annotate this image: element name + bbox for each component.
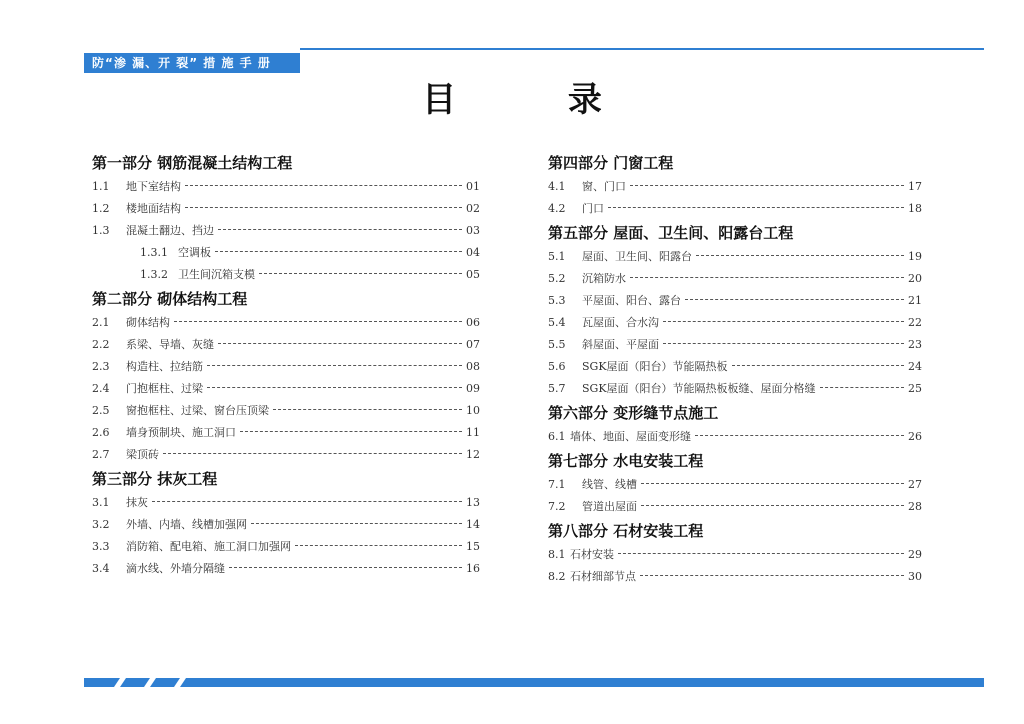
toc-leader-line: [240, 431, 462, 432]
toc-entry[interactable]: [92, 198, 480, 220]
toc-entry-page: 08: [466, 360, 480, 373]
toc-entry[interactable]: [92, 356, 480, 378]
toc-entry[interactable]: [548, 290, 922, 312]
toc-entry-page: 26: [908, 430, 922, 443]
toc-part-heading: 第五部分 屋面、卫生间、阳露台工程: [548, 224, 794, 242]
toc-entry-number: 8.1: [548, 548, 566, 561]
toc-entry-page: 03: [466, 224, 480, 237]
toc-entry-page: 18: [908, 202, 922, 215]
toc-entry-title: 窗、门口: [582, 180, 626, 193]
footer-stripe: [84, 678, 984, 687]
toc-entry-number: 3.2: [92, 518, 110, 531]
toc-leader-line: [685, 299, 904, 300]
toc-entry-title: 系梁、导墙、灰缝: [126, 338, 214, 351]
toc-entry-title: 楼地面结构: [126, 202, 181, 215]
toc-entry-title: 平屋面、阳台、露台: [582, 294, 681, 307]
toc-entry[interactable]: [548, 378, 922, 400]
toc-entry-number: 5.5: [548, 338, 566, 351]
toc-leader-line: [641, 483, 904, 484]
toc-entry-number: 2.6: [92, 426, 110, 439]
toc-entry-title: 卫生间沉箱支模: [178, 268, 255, 281]
toc-leader-line: [618, 553, 904, 554]
toc-entry[interactable]: [548, 176, 922, 198]
toc-entry-title: 管道出屋面: [582, 500, 637, 513]
toc-entry-number: 4.1: [548, 180, 566, 193]
toc-entry-page: 10: [466, 404, 480, 417]
toc-entry-page: 25: [908, 382, 922, 395]
toc-entry-title: 屋面、卫生间、阳露台: [582, 250, 692, 263]
toc-entry-number: 2.5: [92, 404, 110, 417]
toc-entry-title: 瓦屋面、合水沟: [582, 316, 659, 329]
toc-entry[interactable]: [92, 242, 480, 264]
toc-entry-title: 墙身预制块、施工洞口: [126, 426, 236, 439]
toc-part-heading: 第三部分 抹灰工程: [92, 470, 218, 488]
toc-entry[interactable]: [548, 426, 922, 448]
toc-entry[interactable]: [92, 536, 480, 558]
toc-leader-line: [163, 453, 462, 454]
toc-entry-title: 石材安装: [570, 548, 614, 561]
toc-leader-line: [696, 255, 904, 256]
toc-entry-page: 28: [908, 500, 922, 513]
toc-entry[interactable]: [92, 312, 480, 334]
toc-entry[interactable]: [548, 198, 922, 220]
toc-entry-page: 09: [466, 382, 480, 395]
toc-entry-number: 5.2: [548, 272, 566, 285]
toc-entry-number: 5.1: [548, 250, 566, 263]
toc-entry[interactable]: [92, 334, 480, 356]
toc-entry[interactable]: [92, 422, 480, 444]
toc-entry-title: 墙体、地面、屋面变形缝: [570, 430, 691, 443]
toc-entry-page: 14: [466, 518, 480, 531]
toc-entry-page: 21: [908, 294, 922, 307]
toc-entry-title: 斜屋面、平屋面: [582, 338, 659, 351]
toc-leader-line: [640, 575, 904, 576]
toc-leader-line: [820, 387, 904, 388]
header-rule: [300, 48, 984, 50]
toc-entry[interactable]: [92, 400, 480, 422]
toc-entry-page: 24: [908, 360, 922, 373]
toc-leader-line: [630, 185, 904, 186]
toc-entry-number: 2.1: [92, 316, 110, 329]
toc-entry-page: 22: [908, 316, 922, 329]
toc-entry-number: 5.7: [548, 382, 566, 395]
toc-entry[interactable]: [548, 496, 922, 518]
toc-leader-line: [215, 251, 462, 252]
toc-entry[interactable]: [92, 378, 480, 400]
manual-title: 防“渗 漏、开 裂” 措 施 手 册: [92, 56, 271, 70]
toc-entry-page: 13: [466, 496, 480, 509]
toc-entry[interactable]: [548, 246, 922, 268]
toc-left-column: [92, 150, 480, 580]
toc-entry-number: 2.4: [92, 382, 110, 395]
toc-entry-page: 01: [466, 180, 480, 193]
toc-leader-line: [259, 273, 462, 274]
toc-leader-line: [218, 229, 462, 230]
toc-leader-line: [218, 343, 462, 344]
toc-leader-line: [630, 277, 904, 278]
toc-entry[interactable]: [92, 264, 480, 286]
toc-entry-title: 外墙、内墙、线槽加强网: [126, 518, 247, 531]
toc-entry-page: 17: [908, 180, 922, 193]
toc-entry[interactable]: [548, 566, 922, 588]
toc-part-heading: 第四部分 门窗工程: [548, 154, 674, 172]
toc-entry-page: 23: [908, 338, 922, 351]
toc-leader-line: [207, 365, 462, 366]
toc-entry-number: 3.4: [92, 562, 110, 575]
toc-part-heading: 第一部分 钢筋混凝土结构工程: [92, 154, 293, 172]
toc-entry-number: 7.1: [548, 478, 566, 491]
toc-entry-title: 沉箱防水: [582, 272, 626, 285]
toc-entry-number: 2.7: [92, 448, 110, 461]
toc-entry-page: 27: [908, 478, 922, 491]
toc-entry-title: 窗抱框柱、过梁、窗台压顶梁: [126, 404, 269, 417]
toc-entry-number: 1.3.1: [140, 246, 168, 259]
toc-entry-page: 06: [466, 316, 480, 329]
toc-entry-title: 石材细部节点: [570, 570, 636, 583]
toc-entry-title: 滴水线、外墙分隔缝: [126, 562, 225, 575]
toc-entry-page: 20: [908, 272, 922, 285]
toc-entry-page: 19: [908, 250, 922, 263]
toc-entry[interactable]: [548, 268, 922, 290]
toc-entry-title: 梁顶砖: [126, 448, 159, 461]
toc-entry[interactable]: [548, 334, 922, 356]
toc-entry-number: 5.6: [548, 360, 566, 373]
toc-leader-line: [174, 321, 462, 322]
toc-right-column: [548, 150, 922, 588]
toc-entry-number: 1.3.2: [140, 268, 168, 281]
toc-entry[interactable]: [92, 558, 480, 580]
toc-entry-title: SGK屋面（阳台）节能隔热板板缝、屋面分格缝: [582, 382, 816, 395]
toc-leader-line: [185, 185, 462, 186]
toc-entry[interactable]: [92, 444, 480, 466]
toc-entry[interactable]: [548, 474, 922, 496]
toc-entry-number: 3.1: [92, 496, 110, 509]
toc-leader-line: [295, 545, 462, 546]
toc-entry-page: 05: [466, 268, 480, 281]
toc-entry[interactable]: [92, 514, 480, 536]
toc-entry[interactable]: [92, 176, 480, 198]
toc-entry-title: 混凝土翻边、挡边: [126, 224, 214, 237]
toc-leader-line: [273, 409, 462, 410]
toc-entry-page: 12: [466, 448, 480, 461]
toc-entry-title: 门抱框柱、过梁: [126, 382, 203, 395]
toc-entry-number: 6.1: [548, 430, 566, 443]
toc-entry-number: 1.1: [92, 180, 110, 193]
toc-entry-number: 5.3: [548, 294, 566, 307]
toc-entry-page: 04: [466, 246, 480, 259]
toc-leader-line: [608, 207, 904, 208]
toc-entry-page: 29: [908, 548, 922, 561]
toc-leader-line: [185, 207, 462, 208]
toc-entry-number: 2.3: [92, 360, 110, 373]
toc-entry[interactable]: [92, 492, 480, 514]
toc-leader-line: [229, 567, 462, 568]
manual-title-banner: [84, 53, 300, 73]
toc-entry-title: 抹灰: [126, 496, 148, 509]
toc-entry-number: 1.2: [92, 202, 110, 215]
toc-entry-number: 7.2: [548, 500, 566, 513]
toc-entry-page: 02: [466, 202, 480, 215]
toc-entry-title: SGK屋面（阳台）节能隔热板: [582, 360, 728, 373]
toc-entry-number: 2.2: [92, 338, 110, 351]
toc-leader-line: [732, 365, 904, 366]
toc-leader-line: [207, 387, 462, 388]
toc-entry-number: 4.2: [548, 202, 566, 215]
toc-entry[interactable]: [92, 220, 480, 242]
toc-leader-line: [641, 505, 904, 506]
toc-entry-number: 8.2: [548, 570, 566, 583]
toc-entry-page: 15: [466, 540, 480, 553]
toc-part-heading: 第八部分 石材安装工程: [548, 522, 704, 540]
toc-entry[interactable]: [548, 544, 922, 566]
toc-entry-page: 16: [466, 562, 480, 575]
toc-leader-line: [663, 321, 904, 322]
toc-entry-title: 线管、线槽: [582, 478, 637, 491]
toc-entry-title: 构造柱、拉结筋: [126, 360, 203, 373]
toc-entry[interactable]: [548, 312, 922, 334]
toc-part-heading: 第六部分 变形缝节点施工: [548, 404, 719, 422]
toc-entry-title: 砌体结构: [126, 316, 170, 329]
toc-leader-line: [695, 435, 904, 436]
toc-part-heading: 第七部分 水电安装工程: [548, 452, 704, 470]
toc-leader-line: [663, 343, 904, 344]
toc-entry-page: 30: [908, 570, 922, 583]
toc-part-heading: 第二部分 砌体结构工程: [92, 290, 248, 308]
toc-leader-line: [152, 501, 462, 502]
toc-entry-title: 门口: [582, 202, 604, 215]
toc-entry-page: 07: [466, 338, 480, 351]
toc-entry[interactable]: [548, 356, 922, 378]
toc-entry-title: 地下室结构: [126, 180, 181, 193]
toc-entry-number: 3.3: [92, 540, 110, 553]
toc-leader-line: [251, 523, 462, 524]
toc-entry-title: 空调板: [178, 246, 211, 259]
toc-entry-page: 11: [466, 426, 480, 439]
toc-entry-title: 消防箱、配电箱、施工洞口加强网: [126, 540, 291, 553]
toc-entry-number: 1.3: [92, 224, 110, 237]
toc-entry-number: 5.4: [548, 316, 566, 329]
page-title: 目 录: [422, 80, 652, 120]
